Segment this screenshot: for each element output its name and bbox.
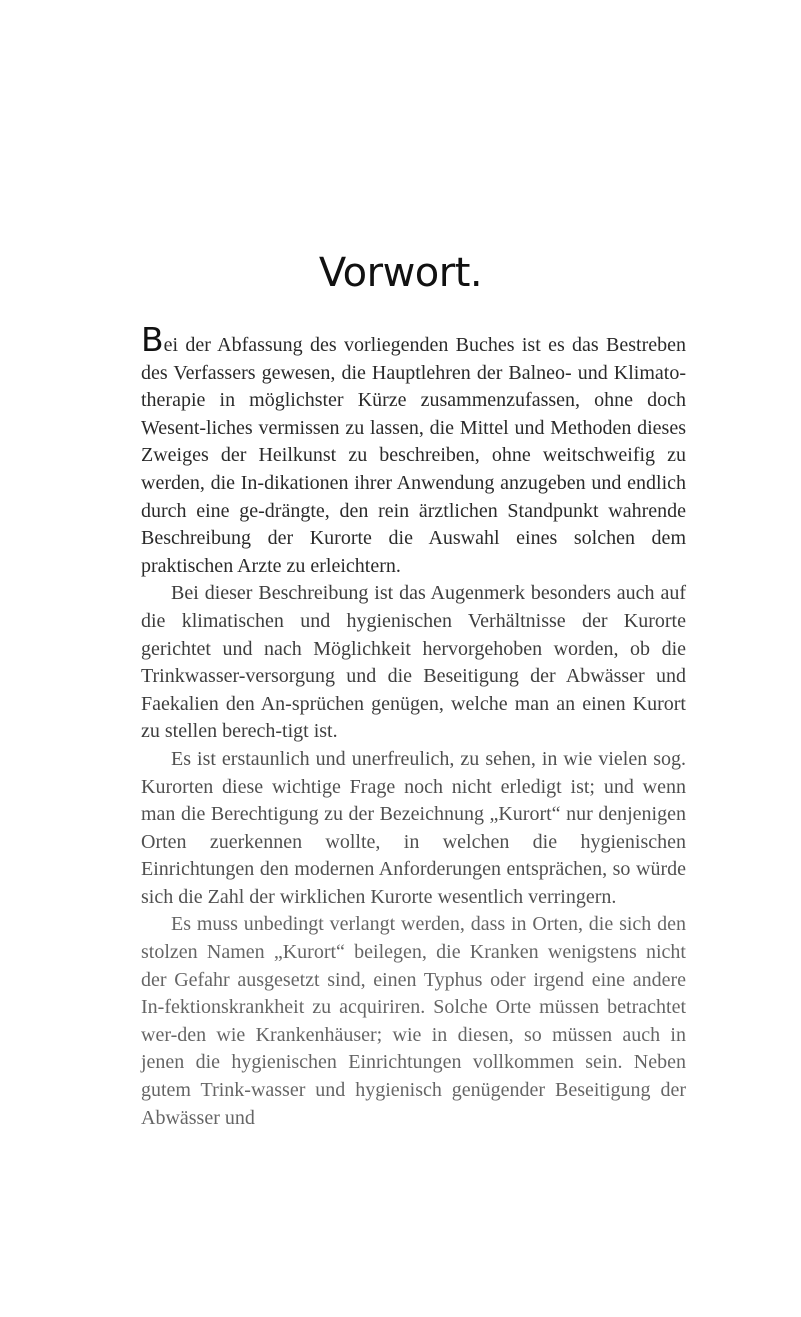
page-title: Vorwort. xyxy=(318,250,483,296)
paragraph-1 xyxy=(141,320,686,580)
paragraph-2: Bei dieser Beschreibung ist das Augenmerk besonders auch auf die klimatischen und hygienischen Verhältnisse der Kurorte gerichtet und nach Möglichkeit hervorgehoben worden, ob die Trinkwasser-versorgung und die Beseitigung der Abwässer und Faekalien den An-sprüchen genügen, welche man an einen Kurort zu stellen berech-tigt ist. xyxy=(141,582,686,743)
paragraph-3: Es ist erstaunlich und unerfreulich, zu sehen, in wie vielen sog. Kurorten diese wichtige Frage noch nicht erledigt ist; und wenn man die Berechtigung zu der Bezeichnung „Kurort“ nur denjenigen Orten zuerkennen wollte, in welchen die hygienischen Einrichtungen den modernen Anforderungen entsprächen, so würde sich die Zahl der wirklichen Kurorte wesentlich verringern. xyxy=(141,747,686,908)
foreword-text xyxy=(141,320,686,1132)
paragraph-1-text: ei der Abfassung des vorliegenden Buches ist es das Bestreben des Verfassers gewesen, die Hauptlehren der Balneo- und Klimato-therapie in möglichster Kürze zusammenzufassen, ohne doch Wesent-liches vermissen zu lassen, die Mittel und Methoden dieses Zweiges der Heilkunst zu beschreiben, ohne weitschweifig zu werden, die In-dikationen ihrer Anwendung anzugeben und endlich durch eine ge-drängte, den rein ärztlichen Standpunkt wahrende Beschreibung der Kurorte die Auswahl eines solchen dem praktischen Arzte zu erleichtern. xyxy=(141,334,686,577)
initial-letter: B xyxy=(141,320,164,359)
paragraph-4: Es muss unbedingt verlangt werden, dass in Orten, die sich den stolzen Namen „Kurort“ beilegen, die Kranken wenigstens nicht der Gefahr ausgesetzt sind, einen Typhus oder irgend eine andere In-fektionskrankheit zu acquiriren. Solche Orte müssen betrachtet wer-den wie Krankenhäuser; wie in diesen, so müssen auch in jenen die hygienischen Einrichtungen vollkommen sein. Neben gutem Trink-wasser und hygienisch genügender Beseitigung der Abwässer und xyxy=(141,913,686,1129)
